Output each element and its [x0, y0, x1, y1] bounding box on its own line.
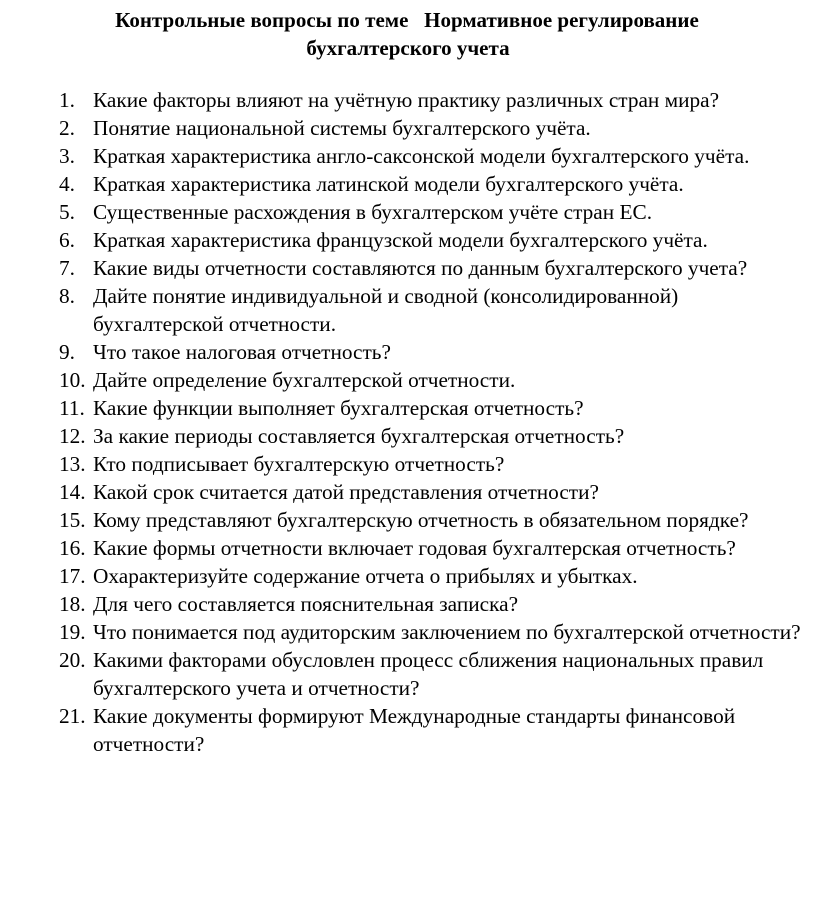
question-item	[0, 170, 816, 198]
question-text: Что понимается под аудиторским заключением по бухгалтерской отчетности?	[93, 620, 801, 644]
question-number: 10.	[59, 368, 86, 392]
question-text: Дайте определение бухгалтерской отчетности.	[93, 368, 516, 392]
question-number: 3.	[59, 144, 75, 168]
question-item	[0, 562, 816, 590]
question-text: Дайте понятие индивидуальной и сводной (консолидированной) бухгалтерской отчетности.	[93, 284, 679, 336]
question-text: Какие документы формируют Международные стандарты финансовой отчетности?	[93, 704, 736, 756]
question-number: 14.	[59, 480, 86, 504]
question-text: Какие виды отчетности составляются по данным бухгалтерского учета?	[93, 256, 748, 280]
question-item	[0, 366, 816, 394]
question-text: За какие периоды составляется бухгалтерская отчетность?	[93, 424, 625, 448]
question-text: Какой срок считается датой представления отчетности?	[93, 480, 599, 504]
title-line-2: бухгалтерского учета	[306, 36, 510, 60]
question-text: Существенные расхождения в бухгалтерском учёте стран ЕС.	[93, 200, 653, 224]
question-text: Какие формы отчетности включает годовая бухгалтерская отчетность?	[93, 536, 736, 560]
question-number: 1.	[59, 88, 75, 112]
question-number: 11.	[59, 396, 85, 420]
question-number: 20.	[59, 648, 86, 672]
question-number: 8.	[59, 284, 75, 308]
question-text: Краткая характеристика латинской модели бухгалтерского учёта.	[93, 172, 684, 196]
question-item	[0, 590, 816, 618]
question-item	[0, 198, 816, 226]
question-number: 6.	[59, 228, 75, 252]
question-number: 4.	[59, 172, 75, 196]
question-item	[0, 534, 816, 562]
question-item	[0, 478, 816, 506]
question-number: 18.	[59, 592, 86, 616]
question-item	[0, 282, 816, 338]
question-item	[0, 254, 816, 282]
question-text: Какие функции выполняет бухгалтерская отчетность?	[93, 396, 584, 420]
title-line-1: Контрольные вопросы по теме Нормативное регулирование	[115, 8, 699, 32]
question-text: Кто подписывает бухгалтерскую отчетность?	[93, 452, 505, 476]
document-title	[0, 6, 816, 62]
question-number: 2.	[59, 116, 75, 140]
question-item	[0, 618, 816, 646]
question-item	[0, 702, 816, 758]
question-text: Краткая характеристика англо-саксонской модели бухгалтерского учёта.	[93, 144, 750, 168]
question-item	[0, 142, 816, 170]
question-text: Что такое налоговая отчетность?	[93, 340, 391, 364]
question-number: 15.	[59, 508, 86, 532]
question-text: Какие факторы влияют на учётную практику различных стран мира?	[93, 88, 720, 112]
question-item	[0, 646, 816, 702]
question-item	[0, 394, 816, 422]
questions-list	[0, 86, 816, 758]
question-number: 17.	[59, 564, 86, 588]
question-number: 19.	[59, 620, 86, 644]
question-item	[0, 114, 816, 142]
question-text: Понятие национальной системы бухгалтерского учёта.	[93, 116, 591, 140]
question-number: 9.	[59, 340, 75, 364]
question-item	[0, 226, 816, 254]
question-text: Охарактеризуйте содержание отчета о прибылях и убытках.	[93, 564, 638, 588]
question-number: 5.	[59, 200, 75, 224]
question-number: 16.	[59, 536, 86, 560]
question-item	[0, 422, 816, 450]
question-number: 21.	[59, 704, 86, 728]
question-item	[0, 338, 816, 366]
question-item	[0, 86, 816, 114]
question-text: Краткая характеристика французской модели бухгалтерского учёта.	[93, 228, 708, 252]
question-number: 7.	[59, 256, 75, 280]
question-number: 12.	[59, 424, 86, 448]
question-text: Для чего составляется пояснительная записка?	[93, 592, 519, 616]
question-text: Кому представляют бухгалтерскую отчетность в обязательном порядке?	[93, 508, 749, 532]
question-number: 13.	[59, 452, 86, 476]
question-item	[0, 450, 816, 478]
question-item	[0, 506, 816, 534]
question-text: Какими факторами обусловлен процесс сближения национальных правил бухгалтерского учета и отчетности?	[93, 648, 764, 700]
